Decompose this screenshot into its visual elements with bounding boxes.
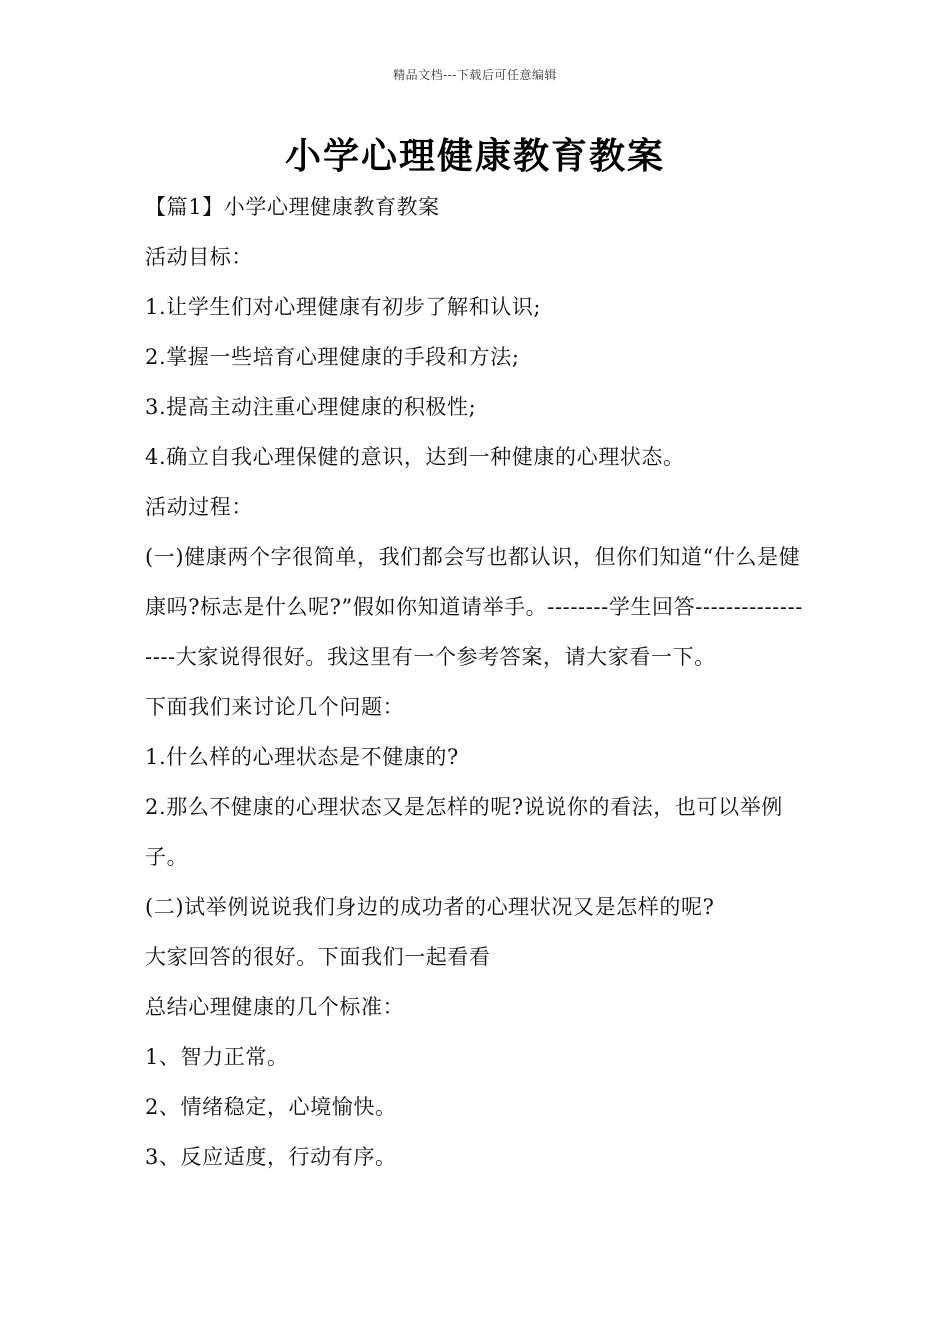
paragraph: 活动过程：	[145, 495, 253, 519]
header-note: 精品文档---下载后可任意编辑	[393, 68, 557, 82]
list-item: 2.掌握一些培育心理健康的手段和方法;	[145, 345, 520, 369]
list-item: 3、反应适度，行动有序。	[145, 1145, 397, 1169]
paragraph: 活动目标：	[145, 245, 253, 269]
paragraph: (一)健康两个字很简单，我们都会写也都认识，但你们知道“什么是健康吗?标志是什么呢?”假如你知道请举手。--------学生回答------------------大家说得很好。我这里有一个参考答案，请大家看一下。	[145, 545, 803, 669]
document-title: 小学心理健康教育教案	[284, 135, 665, 177]
paragraph: 下面我们来讨论几个问题：	[145, 695, 405, 719]
paragraph: (二)试举例说说我们身边的成功者的心理状况又是怎样的呢?	[145, 895, 715, 919]
list-item: 1.让学生们对心理健康有初步了解和认识;	[145, 295, 542, 319]
list-item: 1、智力正常。	[145, 1045, 289, 1069]
section-heading: 【篇1】小学心理健康教育教案	[145, 195, 440, 219]
paragraph: 总结心理健康的几个标准：	[145, 995, 405, 1019]
paragraph: 大家回答的很好。下面我们一起看看	[145, 945, 491, 969]
list-item: 3.提高主动注重心理健康的积极性;	[145, 395, 477, 419]
list-item: 2、情绪稳定，心境愉快。	[145, 1095, 397, 1119]
list-item: 2.那么不健康的心理状态又是怎样的呢?说说你的看法，也可以举例子。	[145, 795, 783, 869]
list-item: 1.什么样的心理状态是不健康的?	[145, 745, 459, 769]
list-item: 4.确立自我心理保健的意识，达到一种健康的心理状态。	[145, 445, 685, 469]
document-body	[145, 182, 810, 1182]
